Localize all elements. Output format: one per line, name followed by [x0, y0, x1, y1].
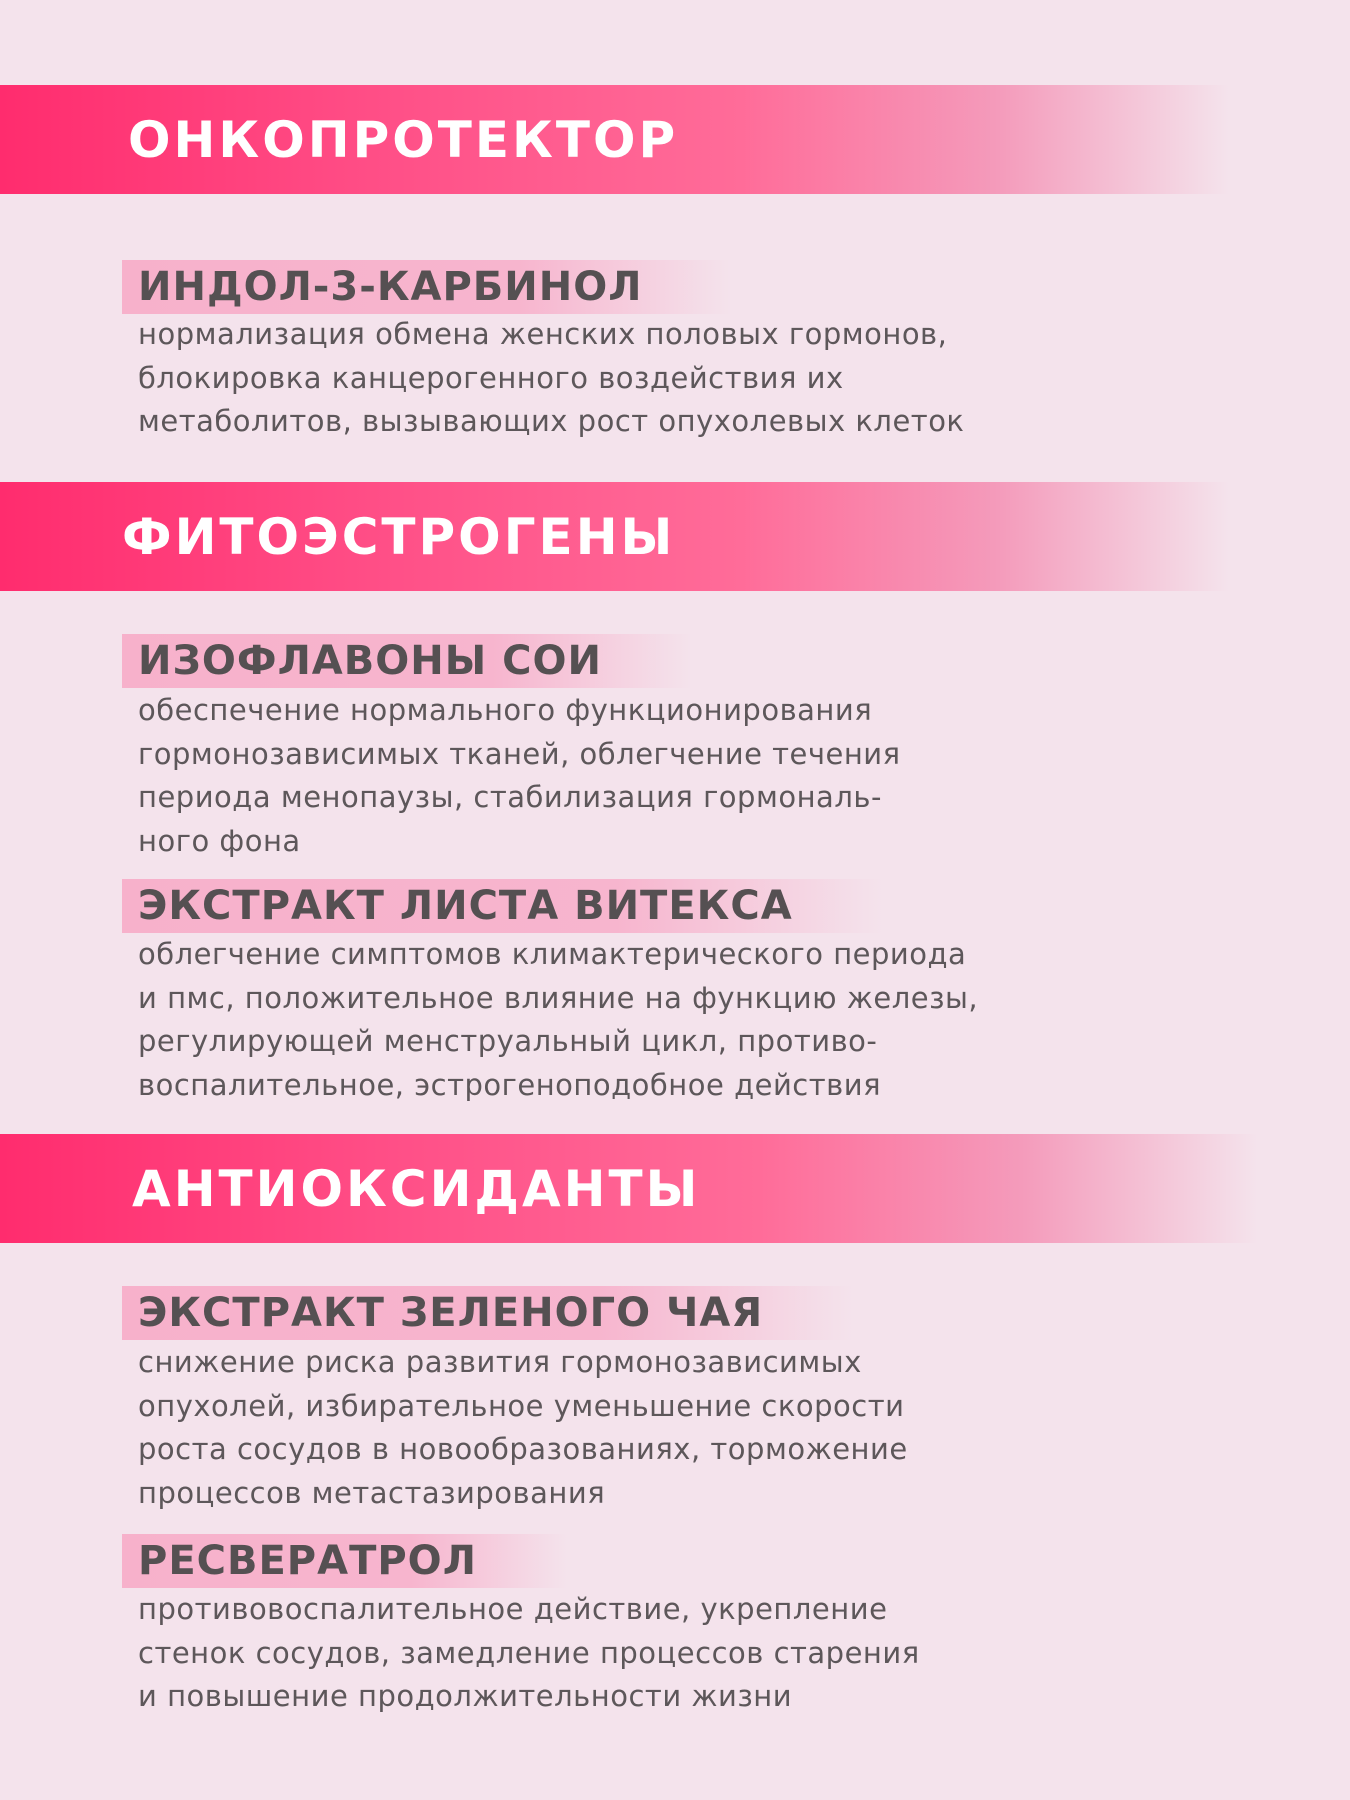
section-title: ФИТОЭСТРОГЕНЫ	[122, 507, 676, 566]
ingredient-title-indole: ИНДОЛ-3-КАРБИНОЛ	[122, 260, 732, 314]
ingredient-desc-vitex: облегчение симптомов климактерического периода и пмс, положительное влияние на функцию железы, регулирующей менструальный цикл, противо- воспалительное, эстрогеноподобное действия	[138, 937, 979, 1102]
section-banner-antioxidants	[0, 1134, 1310, 1243]
section-title: ОНКОПРОТЕКТОР	[128, 110, 679, 169]
section-title: АНТИОКСИДАНТЫ	[132, 1159, 701, 1218]
ingredient-desc-soy-isoflavones: обеспечение нормального функционирования гормонозависимых тканей, облегчение течения периода менопаузы, стабилизация гормональ- ного фона	[138, 693, 901, 858]
ingredient-desc-green-tea: снижение риска развития гормонозависимых опухолей, избирательное уменьшение скорости роста сосудов в новообразованиях, торможение процессов метастазирования	[138, 1345, 908, 1510]
ingredient-desc-indole: нормализация обмена женских половых гормонов, блокировка канцерогенного воздействия их метаболитов, вызывающих рост опухолевых клеток	[138, 317, 965, 438]
section-banner-oncoprotector	[0, 85, 1280, 194]
section-banner-phytoestrogens	[0, 482, 1280, 591]
ingredient-desc-resveratrol: противовоспалительное действие, укрепление стенок сосудов, замедление процессов старения и повышение продолжительности жизни	[138, 1592, 920, 1713]
ingredient-title-resveratrol: РЕСВЕРАТРОЛ	[122, 1534, 567, 1588]
ingredient-title-green-tea: ЭКСТРАКТ ЗЕЛЕНОГО ЧАЯ	[122, 1286, 853, 1340]
ingredient-title-vitex: ЭКСТРАКТ ЛИСТА ВИТЕКСА	[122, 879, 883, 933]
ingredient-title-soy-isoflavones: ИЗОФЛАВОНЫ СОИ	[122, 634, 692, 688]
